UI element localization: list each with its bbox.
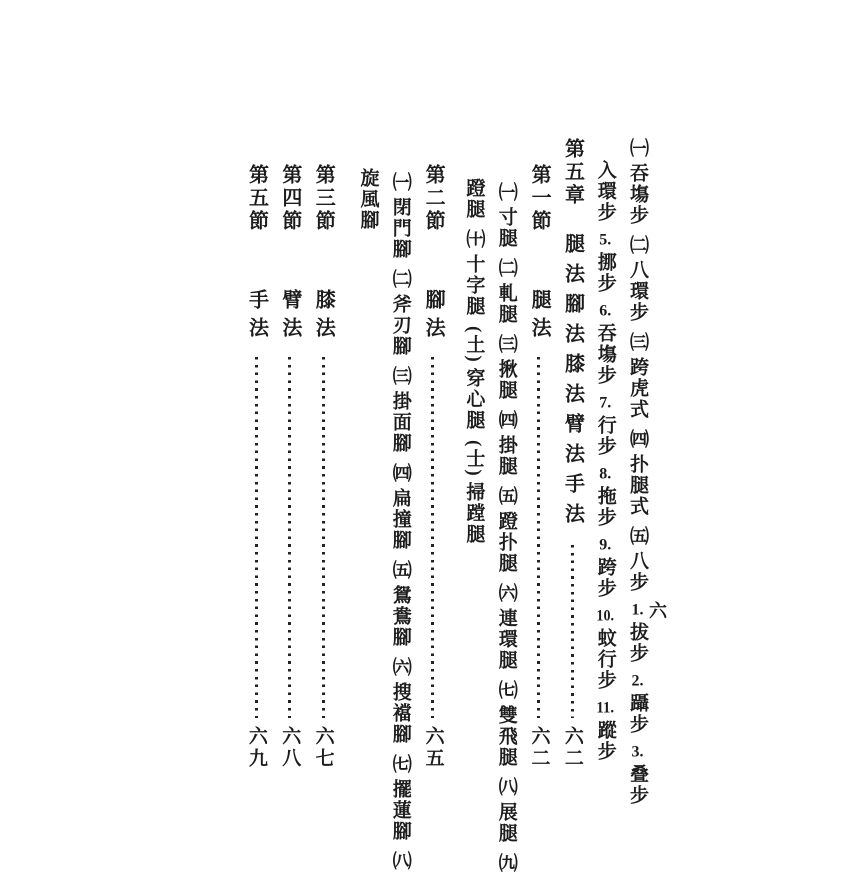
item-number: (土) bbox=[463, 326, 485, 364]
item-label: 跨虎式 bbox=[627, 357, 648, 420]
toc-item bbox=[390, 560, 411, 648]
item-number: ㈧ bbox=[389, 851, 411, 872]
toc-item bbox=[594, 232, 615, 294]
item-label: 展腿 bbox=[495, 802, 517, 844]
page-number: 六二 bbox=[528, 726, 550, 770]
toc-item bbox=[390, 172, 411, 260]
toc-item bbox=[390, 851, 411, 876]
page-number: 六二 bbox=[561, 726, 583, 770]
section-label: 第一節 bbox=[528, 164, 551, 233]
item-number: ㈢ bbox=[389, 366, 411, 387]
toc-column-section-5 bbox=[245, 164, 267, 770]
item-number: 1. bbox=[631, 602, 644, 618]
toc-item bbox=[627, 332, 648, 420]
item-label: 叠步 bbox=[627, 764, 648, 806]
item-number: 8. bbox=[599, 466, 612, 482]
item-number: ㈢ bbox=[495, 334, 517, 355]
toc-item bbox=[390, 657, 411, 745]
toc-column-leg-technique-list-2 bbox=[463, 178, 484, 770]
item-label: 八環步 bbox=[627, 260, 648, 323]
item-label: 蚊行步 bbox=[594, 628, 616, 691]
dotted-leader bbox=[255, 357, 258, 718]
toc-item bbox=[463, 178, 484, 220]
item-label: 行步 bbox=[594, 415, 616, 457]
item-number: ㈩ bbox=[463, 229, 485, 250]
item-number: ㈠ bbox=[495, 182, 517, 203]
item-label: 吞塲步 bbox=[627, 163, 648, 226]
item-label: 十字腿 bbox=[463, 254, 485, 317]
item-label: 掃蹚腿 bbox=[463, 481, 485, 545]
item-number: ㈤ bbox=[627, 526, 648, 547]
toc-column-section-4 bbox=[278, 164, 300, 770]
item-label: 八步 bbox=[627, 551, 648, 593]
item-label: 躡步 bbox=[627, 693, 648, 735]
section-label: 第五節 bbox=[245, 164, 268, 233]
section-title: 腳法 bbox=[422, 289, 445, 345]
item-number: 9. bbox=[599, 537, 612, 553]
item-number: ㈤ bbox=[495, 486, 517, 507]
chapter-title: 腿法腳法膝法臂法手法 bbox=[561, 233, 584, 533]
toc-column-section-2 bbox=[422, 164, 444, 770]
dotted-leader bbox=[537, 357, 540, 718]
toc-item bbox=[594, 395, 615, 457]
toc-column-chapter5-step-list-2 bbox=[594, 160, 615, 770]
toc-item bbox=[495, 680, 516, 768]
item-number: (士) bbox=[463, 439, 485, 478]
item-number: ㈧ bbox=[495, 777, 517, 798]
item-label: 掛腿 bbox=[495, 435, 517, 477]
page-number: 六五 bbox=[422, 726, 444, 770]
item-label: 斧刃腳 bbox=[389, 294, 411, 357]
toc-column-chapter5-step-list-1 bbox=[627, 138, 648, 806]
toc-item bbox=[495, 853, 516, 878]
page-number: 六九 bbox=[245, 726, 267, 770]
item-label: 鴛鴦腳 bbox=[389, 585, 411, 648]
item-label: 入環步 bbox=[594, 160, 616, 223]
section-label: 第四節 bbox=[278, 164, 301, 233]
section-title: 腿法 bbox=[528, 289, 551, 345]
item-label: 連環腿 bbox=[495, 608, 517, 671]
toc-item bbox=[390, 754, 411, 842]
item-number: ㈥ bbox=[495, 583, 517, 604]
item-label: 蹬腿 bbox=[463, 178, 485, 220]
toc-item bbox=[495, 777, 516, 844]
item-label: 蹤步 bbox=[594, 720, 616, 762]
item-label: 蹬扑腿 bbox=[495, 511, 517, 574]
toc-column-foot-technique-list-2 bbox=[357, 168, 378, 770]
toc-item bbox=[390, 269, 411, 357]
toc-item bbox=[627, 526, 648, 593]
page-number: 六七 bbox=[312, 726, 334, 770]
item-number: ㈡ bbox=[627, 235, 648, 256]
item-label: 搜襠腳 bbox=[389, 682, 411, 745]
toc-item bbox=[495, 182, 516, 249]
item-label: 閉門腳 bbox=[389, 197, 411, 260]
item-label: 穿心腿 bbox=[463, 367, 485, 431]
toc-item bbox=[627, 744, 648, 806]
toc-item bbox=[495, 486, 516, 574]
item-number: ㈨ bbox=[495, 853, 517, 874]
toc-column-section-3 bbox=[312, 164, 334, 770]
dotted-leader bbox=[322, 357, 325, 718]
toc-item bbox=[463, 229, 484, 317]
toc-item bbox=[627, 429, 648, 517]
item-number: ㈡ bbox=[495, 258, 517, 279]
item-number: 5. bbox=[599, 232, 612, 248]
toc-item bbox=[390, 463, 411, 551]
chapter-label: 第五章 bbox=[561, 138, 584, 207]
item-label: 吞塲步 bbox=[594, 323, 616, 386]
folio-page-number: 六 bbox=[647, 601, 667, 621]
item-number: ㈣ bbox=[627, 429, 648, 450]
item-label: 雙飛腿 bbox=[495, 705, 517, 768]
item-number: ㈥ bbox=[389, 657, 411, 678]
item-number: ㈠ bbox=[389, 172, 411, 193]
toc-item bbox=[495, 410, 516, 477]
item-number: ㈣ bbox=[495, 410, 517, 431]
toc-column-leg-technique-list-1 bbox=[495, 182, 517, 874]
item-number: ㈦ bbox=[495, 680, 517, 701]
item-number: ㈠ bbox=[627, 138, 648, 159]
item-label: 擺蓮腳 bbox=[389, 779, 411, 842]
toc-item bbox=[627, 602, 648, 664]
toc-item bbox=[594, 160, 615, 223]
page-number: 六八 bbox=[279, 726, 301, 770]
item-label: 拖步 bbox=[594, 486, 616, 528]
table-of-contents bbox=[245, 138, 648, 874]
toc-item bbox=[495, 583, 516, 671]
toc-item bbox=[357, 168, 378, 231]
toc-item bbox=[390, 366, 411, 454]
dotted-leader bbox=[431, 357, 434, 718]
toc-column-chapter-5 bbox=[561, 138, 583, 770]
item-number: 10. bbox=[596, 608, 615, 624]
item-label: 扑腿式 bbox=[627, 454, 648, 517]
item-label: 挪步 bbox=[594, 252, 616, 294]
item-label: 拔步 bbox=[627, 622, 648, 664]
section-title: 膝法 bbox=[312, 289, 335, 345]
item-label: 掛面腳 bbox=[389, 391, 411, 454]
toc-item bbox=[594, 700, 615, 762]
dotted-leader bbox=[288, 357, 291, 718]
toc-item bbox=[627, 138, 648, 226]
toc-column-section-1 bbox=[528, 164, 550, 770]
item-label: 寸腿 bbox=[495, 207, 517, 249]
item-label: 旋風腳 bbox=[357, 168, 379, 231]
item-label: 跨步 bbox=[594, 557, 616, 599]
item-number: ㈡ bbox=[389, 269, 411, 290]
item-number: ㈣ bbox=[389, 463, 411, 484]
item-number: ㈢ bbox=[627, 332, 648, 353]
dotted-leader bbox=[571, 545, 574, 718]
toc-item bbox=[594, 303, 615, 386]
toc-item bbox=[594, 608, 615, 691]
toc-item bbox=[495, 258, 516, 325]
toc-item bbox=[495, 334, 516, 401]
toc-column-foot-technique-list-1 bbox=[389, 172, 411, 872]
toc-item bbox=[627, 673, 648, 735]
item-number: 3. bbox=[631, 744, 644, 760]
item-number: 6. bbox=[599, 303, 612, 319]
item-number: 11. bbox=[596, 700, 615, 716]
section-label: 第三節 bbox=[312, 164, 335, 233]
item-number: 7. bbox=[599, 395, 612, 411]
toc-item bbox=[594, 537, 615, 599]
toc-item bbox=[463, 440, 484, 545]
toc-item bbox=[463, 326, 484, 431]
section-label: 第二節 bbox=[422, 164, 445, 233]
section-title: 臂法 bbox=[278, 289, 301, 345]
item-number: ㈤ bbox=[389, 560, 411, 581]
item-label: 扁撞腳 bbox=[389, 488, 411, 551]
section-title: 手法 bbox=[245, 289, 268, 345]
item-number: ㈦ bbox=[389, 754, 411, 775]
item-label: 軋腿 bbox=[495, 283, 517, 325]
item-number: 2. bbox=[631, 673, 644, 689]
toc-item bbox=[627, 235, 648, 323]
toc-item bbox=[594, 466, 615, 528]
item-label: 揪腿 bbox=[495, 359, 517, 401]
